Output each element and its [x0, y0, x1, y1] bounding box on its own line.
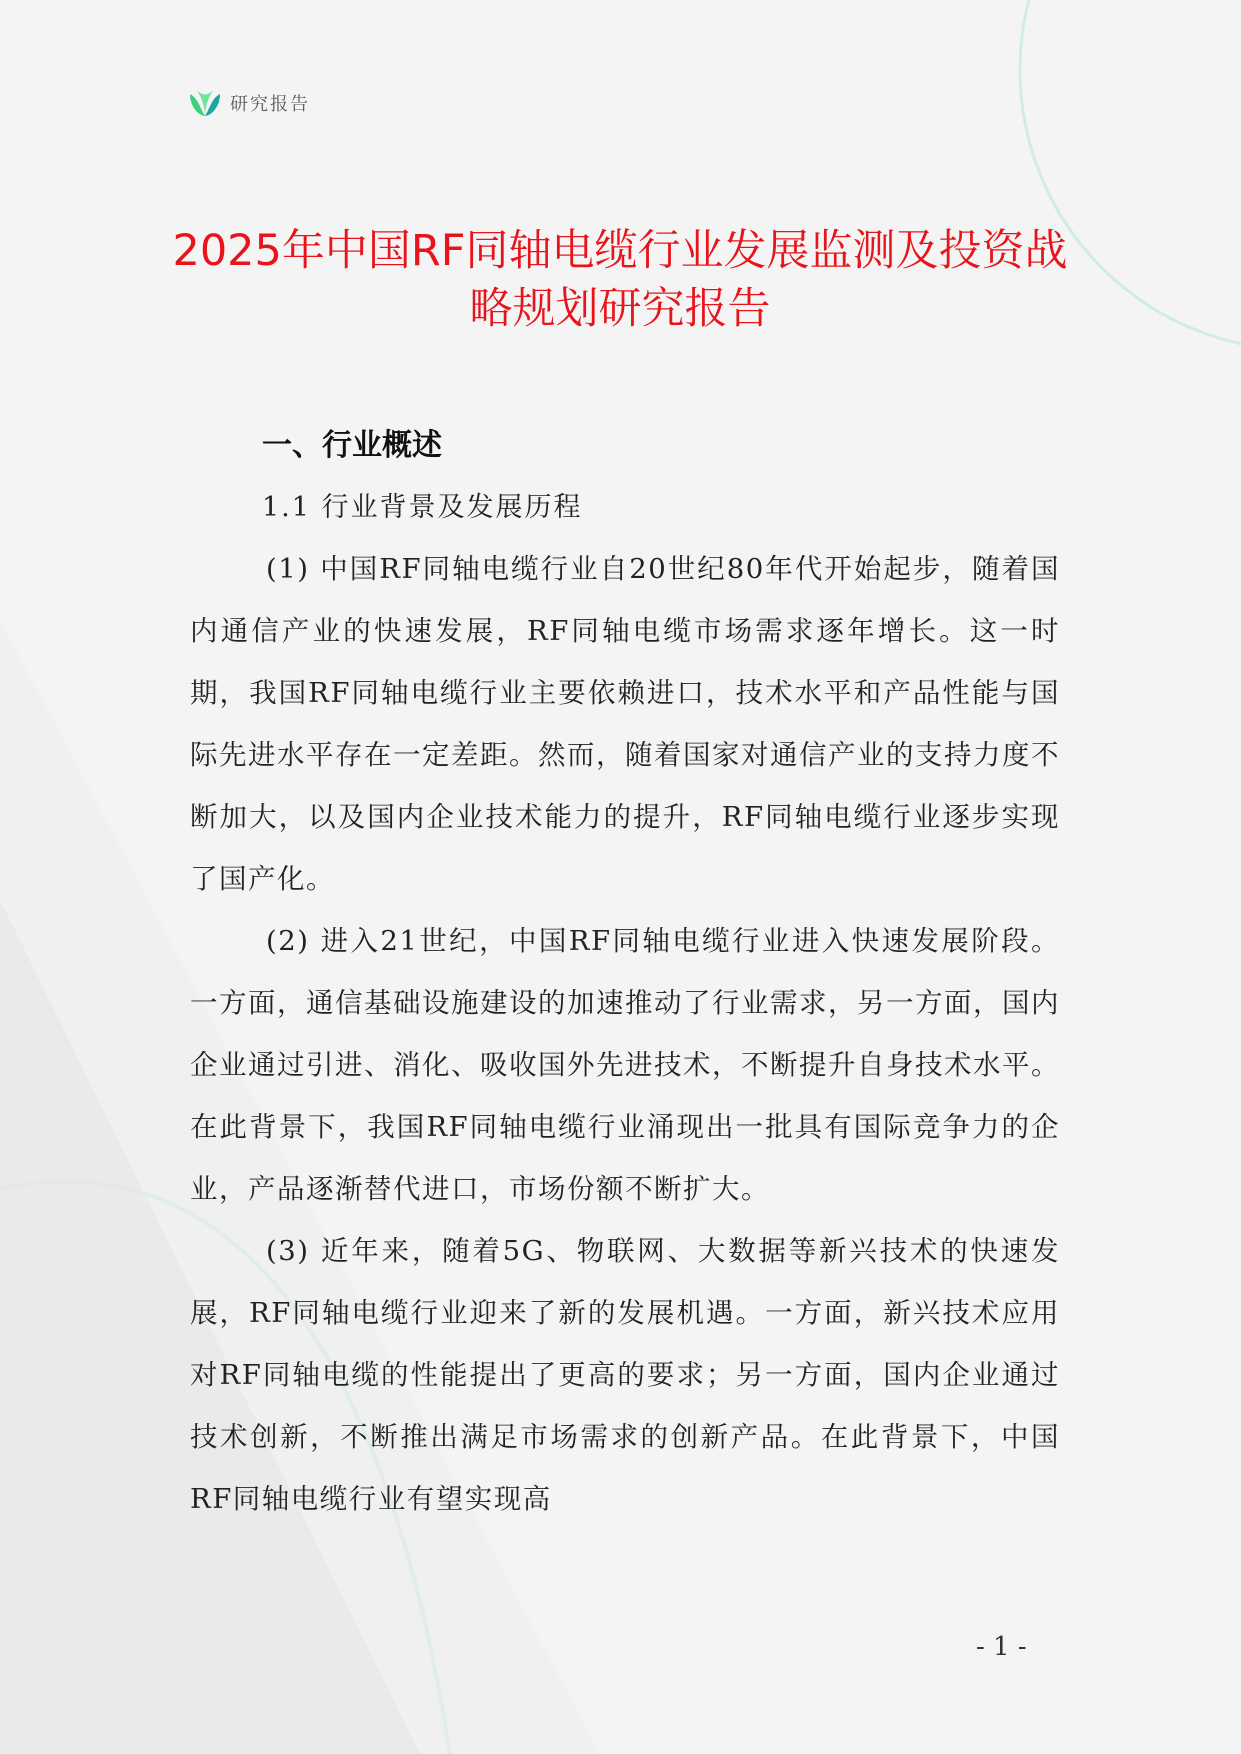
paragraph-2: (2) 进入21世纪，中国RF同轴电缆行业进入快速发展阶段。一方面，通信基础设施建设的加速推动了行业需求，另一方面，国内企业通过引进、消化、吸收国外先进技术，不断提升自身技术水平。在此背景下，我国RF同轴电缆行业涌现出一批具有国际竞争力的企业，产品逐渐替代进口，市场份额不断扩大。 — [190, 925, 1060, 1205]
report-header — [188, 88, 310, 118]
header-label: 研究报告 — [230, 94, 310, 115]
page-number: - 1 - — [976, 1632, 1027, 1662]
document-title: 2025年中国RF同轴电缆行业发展监测及投资战略规划研究报告 — [172, 226, 1068, 334]
paragraph-1: (1) 中国RF同轴电缆行业自20世纪80年代开始起步，随着国内通信产业的快速发展，RF同轴电缆市场需求逐年增长。这一时期，我国RF同轴电缆行业主要依赖进口，技术水平和产品性能与国际先进水平存在一定差距。然而，随着国家对通信产业的支持力度不断加大，以及国内企业技术能力的提升，RF同轴电缆行业逐步实现了国产化。 — [190, 553, 1060, 895]
paragraph-3: (3) 近年来，随着5G、物联网、大数据等新兴技术的快速发展，RF同轴电缆行业迎来了新的发展机遇。一方面，新兴技术应用对RF同轴电缆的性能提出了更高的要求；另一方面，国内企业通过技术创新，不断推出满足市场需求的创新产品。在此背景下，中国RF同轴电缆行业有望实现高 — [190, 1235, 1060, 1515]
leaf-logo-icon — [188, 88, 222, 118]
body-text — [190, 538, 1060, 1530]
subsection-heading: 1.1 行业背景及发展历程 — [262, 492, 583, 523]
section-heading: 一、行业概述 — [262, 428, 442, 463]
